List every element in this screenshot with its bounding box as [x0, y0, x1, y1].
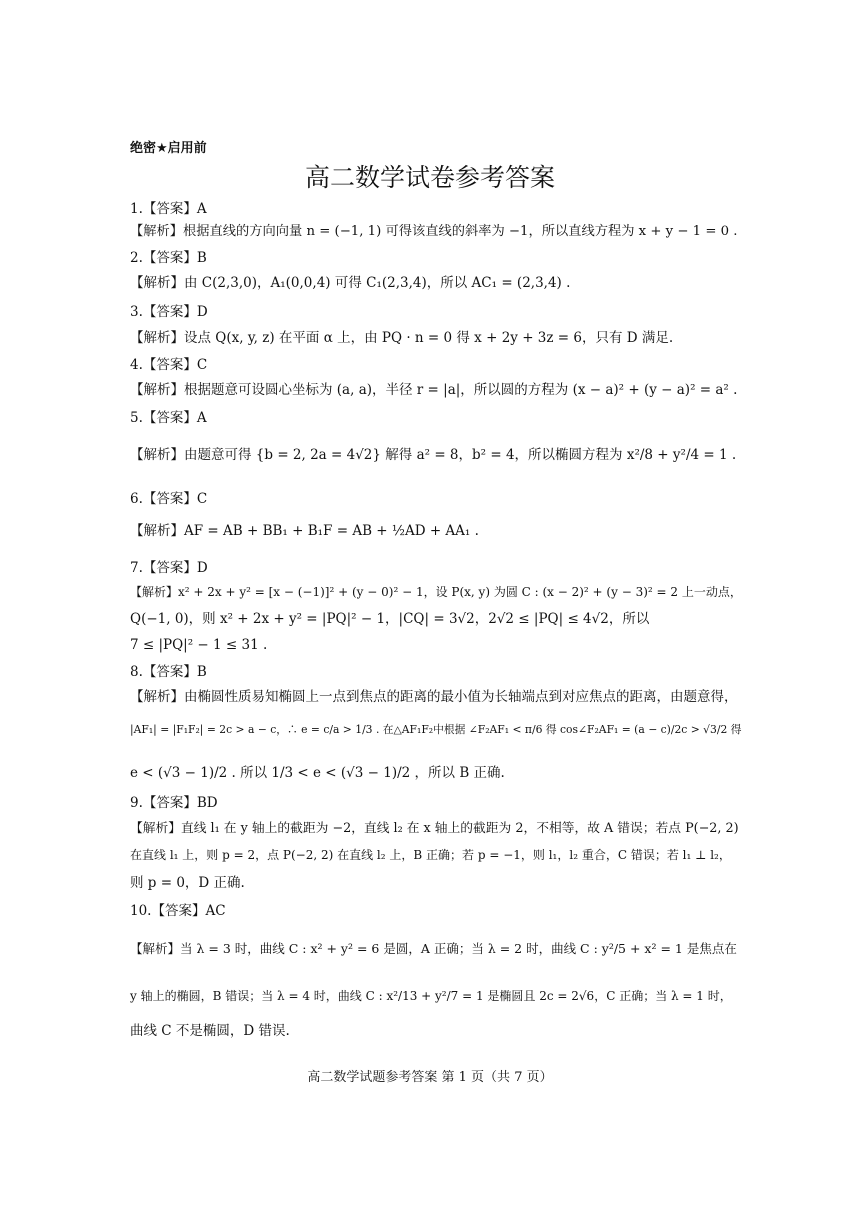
answer-6: 6.【答案】C [130, 491, 208, 507]
explanation-2: 【解析】由 C(2,3,0)，A₁(0,0,4) 可得 C₁(2,3,4)，所以 AC₁ = (2,3,4) . [130, 275, 571, 291]
page-footer: 高二数学试题参考答案 第 1 页（共 7 页） [307, 1070, 553, 1085]
answer-3: 3.【答案】D [130, 304, 208, 320]
answer-9: 9.【答案】BD [130, 795, 218, 811]
answer-1: 1.【答案】A [130, 201, 207, 217]
answer-7: 7.【答案】D [130, 560, 208, 576]
explanation-7-line-2: Q(−1, 0)，则 x² + 2x + y² = |PQ|² − 1，|CQ| = 3√2，2√2 ≤ |PQ| ≤ 4√2，所以 [130, 611, 650, 627]
explanation-4: 【解析】根据题意可设圆心坐标为 (a, a)，半径 r = |a|，所以圆的方程为 (x − a)² + (y − a)² = a² . [130, 382, 738, 398]
explanation-6: 【解析】AF = AB + BB₁ + B₁F = AB + ½AD + AA₁ . [130, 523, 479, 539]
explanation-7-line-3: 7 ≤ |PQ|² − 1 ≤ 31 . [130, 637, 268, 653]
answer-4: 4.【答案】C [130, 357, 208, 373]
explanation-8-line-3: e < (√3 − 1)/2 . 所以 1/3 < e < (√3 − 1)/2 ，所以 B 正确. [130, 765, 505, 781]
explanation-10-line-2: y 轴上的椭圆，B 错误；当 λ = 4 时，曲线 C : x²/13 + y²/7 = 1 是椭圆且 2c = 2√6，C 正确；当 λ = 1 时， [130, 989, 732, 1003]
answer-10: 10.【答案】AC [130, 903, 226, 919]
answer-8: 8.【答案】B [130, 664, 207, 680]
explanation-8-line-2: |AF₁| = |F₁F₂| = 2c > a − c，∴ e = c/a > 1/3 . 在△AF₁F₂中根据 ∠F₂AF₁ < π/6 得 cos∠F₂AF₁ = (a − c)/2c > √3/2 得 [130, 723, 742, 736]
explanation-9-line-3: 则 p = 0，D 正确. [130, 875, 245, 891]
explanation-3: 【解析】设点 Q(x, y, z) 在平面 α 上，由 PQ · n = 0 得 x + 2y + 3z = 6，只有 D 满足. [130, 330, 674, 346]
explanation-1: 【解析】根据直线的方向向量 n = (−1, 1) 可得该直线的斜率为 −1，所以直线方程为 x + y − 1 = 0 . [130, 224, 738, 239]
confidential-mark: 绝密★启用前 [130, 141, 207, 156]
page-title: 高二数学试卷参考答案 [304, 163, 555, 192]
explanation-10-line-3: 曲线 C 不是椭圆，D 错误. [130, 1023, 290, 1039]
explanation-9-line-1: 【解析】直线 l₁ 在 y 轴上的截距为 −2，直线 l₂ 在 x 轴上的截距为 2，不相等，故 A 错误；若点 P(−2, 2) [130, 821, 739, 836]
explanation-7-line-1: 【解析】x² + 2x + y² = [x − (−1)]² + (y − 0)² − 1，设 P(x, y) 为圆 C : (x − 2)² + (y − 3)² = 2 上一动点， [130, 585, 742, 599]
explanation-10-line-1: 【解析】当 λ = 3 时，曲线 C : x² + y² = 6 是圆，A 正确；当 λ = 2 时，曲线 C : y²/5 + x² = 1 是焦点在 [130, 941, 737, 956]
explanation-5: 【解析】由题意可得 {b = 2, 2a = 4√2} 解得 a² = 8，b² = 4，所以椭圆方程为 x²/8 + y²/4 = 1 . [130, 447, 737, 463]
explanation-8-line-1: 【解析】由椭圆性质易知椭圆上一点到焦点的距离的最小值为长轴端点到对应焦点的距离，由题意得， [130, 689, 738, 705]
answer-2: 2.【答案】B [130, 250, 207, 266]
explanation-9-line-2: 在直线 l₁ 上，则 p = 2，点 P(−2, 2) 在直线 l₂ 上，B 正确；若 p = −1，则 l₁，l₂ 重合，C 错误；若 l₁ ⊥ l₂， [130, 848, 731, 862]
answer-5: 5.【答案】A [130, 410, 207, 426]
